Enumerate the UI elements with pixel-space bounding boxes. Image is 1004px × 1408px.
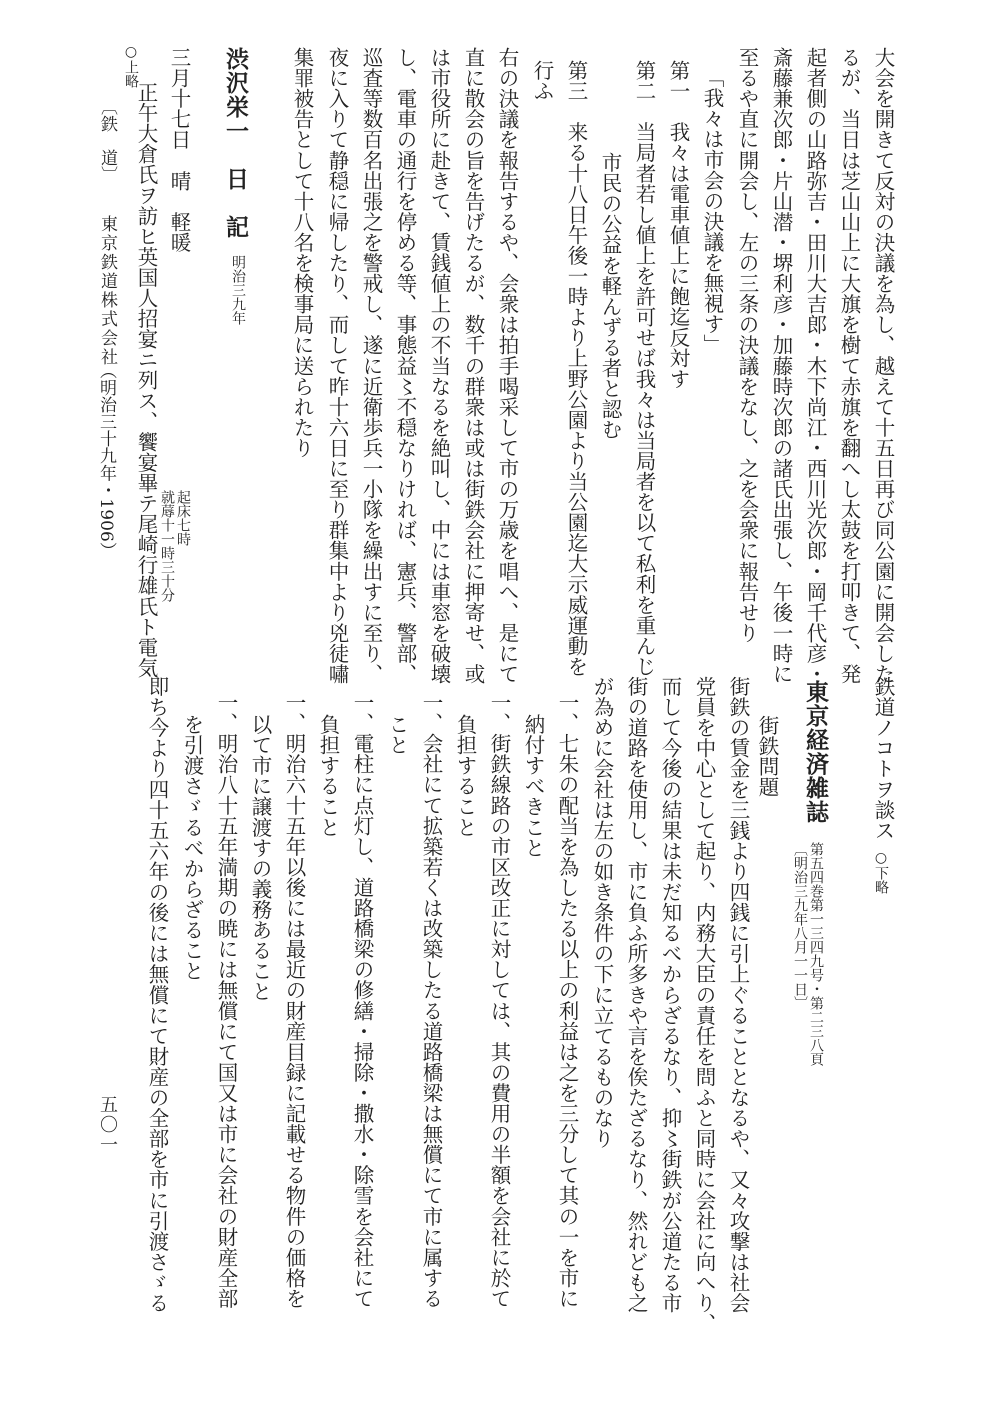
diary-date: 三月十七日 晴 軽暖: [167, 47, 191, 253]
text-column: し、電車の通行を停める等、事態益〻不穏なりければ、憲兵、警部、: [393, 47, 417, 685]
omission-mark: ○下略: [873, 850, 889, 894]
resolution-item-continued: 行ふ: [530, 60, 554, 102]
journal-date: 〔明治三九年八月一一日〕: [792, 842, 808, 1010]
condition-item-continued: 負担すること: [453, 714, 477, 838]
condition-item: 一、明治八十五年満期の暁には無償にて国又は市に会社の財産全部: [214, 692, 238, 1309]
condition-item: 一、七朱の配当を為したる以上の利益は之を三分して其の一を市に: [555, 692, 579, 1309]
text-column: 起者側の山路弥吉・田川大吉郎・木下尚江・西川光次郎・岡千代彦・: [803, 47, 827, 685]
source-company: 東京鉄道株式会社: [97, 215, 117, 367]
source-year: （明治三十九年・1906）: [96, 362, 116, 559]
text-column: は市役所に赴きて、賃銭値上の不当なるを絶叫し、中には車窓を破壊: [427, 47, 451, 685]
condition-item: 一、電柱に点灯し、道路橋梁の修繕・掃除・撒水・除雪を会社にて: [350, 692, 374, 1309]
resolution-item: 第三 来る十八日午後一時より上野公園より当公園迄大示威運動を: [564, 60, 588, 677]
condition-item-continued: 負担すること: [316, 714, 340, 838]
condition-item: 一、街鉄線路の市区改正に対しては、其の費用の半額を会社に於て: [487, 692, 511, 1309]
text-column: 大会を開きて反対の決議を為し、越えて十五日再び同公園に開会した: [871, 47, 895, 685]
diary-wake-time: 起床七時: [175, 490, 191, 546]
condition-item: 一、明治六十五年以後には最近の財産目録に記載せる物件の価格を: [282, 692, 306, 1309]
journal-issue: 第五四巻第一三四九号・第二三八頁: [808, 842, 824, 1066]
condition-item-continued: こと: [385, 714, 409, 756]
text-column: 右の決議を報告するや、会衆は拍手喝采して市の万歳を唱へ、是にて: [495, 47, 519, 685]
resolution-item-continued: 市民の公益を軽んずる者と認む: [598, 152, 622, 440]
text-column: 至るや直に開会し、左の三条の決議をなし、之を会衆に報告せり: [735, 47, 759, 643]
diary-title: 渋沢栄一 日 記: [222, 47, 249, 239]
text-column: 党員を中心として起り、内務大臣の責任を問ふと同時に会社に向へり、: [692, 676, 716, 1334]
text-column: 斎藤兼次郎・片山潜・堺利彦・加藤時次郎の諸氏出張し、午後一時に: [769, 47, 793, 685]
source-bracket: 〔鉄 道〕: [97, 98, 117, 184]
text-column: 即ち今より四十五六年の後には無償にて財産の全部を市に引渡さゞる: [145, 676, 169, 1314]
diary-text: 正午大倉氏ヲ訪ヒ英国人招宴ニ列ス、饗宴畢テ尾崎行雄氏ト電気: [134, 82, 158, 678]
diary-sleep-time: 就蓐十一時三十分: [159, 490, 175, 602]
text-column: 直に散会の旨を告げたるが、数千の群衆は或は街鉄会社に押寄せ、或: [461, 47, 485, 685]
resolution-heading: 「我々は市会の決議を無視す」: [700, 67, 724, 355]
page-number: 五〇一: [97, 1095, 118, 1155]
text-column: 而して今後の結果は未だ知るべからざるなり、抑〻街鉄が公道たる市: [658, 676, 682, 1314]
text-column: 集罪被告として十八名を検事局に送られたり: [290, 47, 314, 458]
section-title: 街鉄問題: [755, 715, 779, 798]
condition-item-continued: 納付すべきこと: [521, 714, 545, 858]
text-column: 街の道路を使用し、市に負ふ所多きや言を俟たざるなり、然れども之: [624, 676, 648, 1314]
text-column: 夜に入りて静穏に帰したり、而して昨十六日に至り群集中より兇徒嘯: [325, 47, 349, 685]
text-column: るが、当日は芝山山上に大旗を樹て赤旗を翻へし太鼓を打叩きて、発: [837, 47, 861, 685]
text-column: 巡査等数百名出張之を警戒し、遂に近衛歩兵一小隊を繰出すに至り、: [359, 47, 383, 685]
resolution-item: 第二 当局者若し値上を許可せば我々は当局者を以て私利を重んじ: [632, 60, 656, 677]
text-column: 街鉄の賃金を三銭より四銭に引上ぐることとなるや、又々攻撃は社会: [726, 676, 750, 1314]
journal-title: 東京経済雑誌: [802, 680, 829, 824]
text-column: が為めに会社は左の如き条件の下に立てるものなり: [590, 676, 614, 1149]
diary-omission-mark: ○上略: [123, 44, 139, 88]
diary-year: 明治三九年: [230, 255, 246, 325]
condition-item-continued: 以て市に譲渡すの義務あること: [248, 714, 272, 1002]
lead-text: 鉄道ノコトヲ談ス: [871, 676, 895, 841]
condition-item-continued: を引渡さゞるべからざること: [180, 714, 204, 982]
resolution-item: 第一 我々は電車値上に飽迄反対す: [666, 60, 690, 389]
condition-item: 一、会社にて拡築若くは改築したる道路橋梁は無償にて市に属する: [419, 692, 443, 1309]
